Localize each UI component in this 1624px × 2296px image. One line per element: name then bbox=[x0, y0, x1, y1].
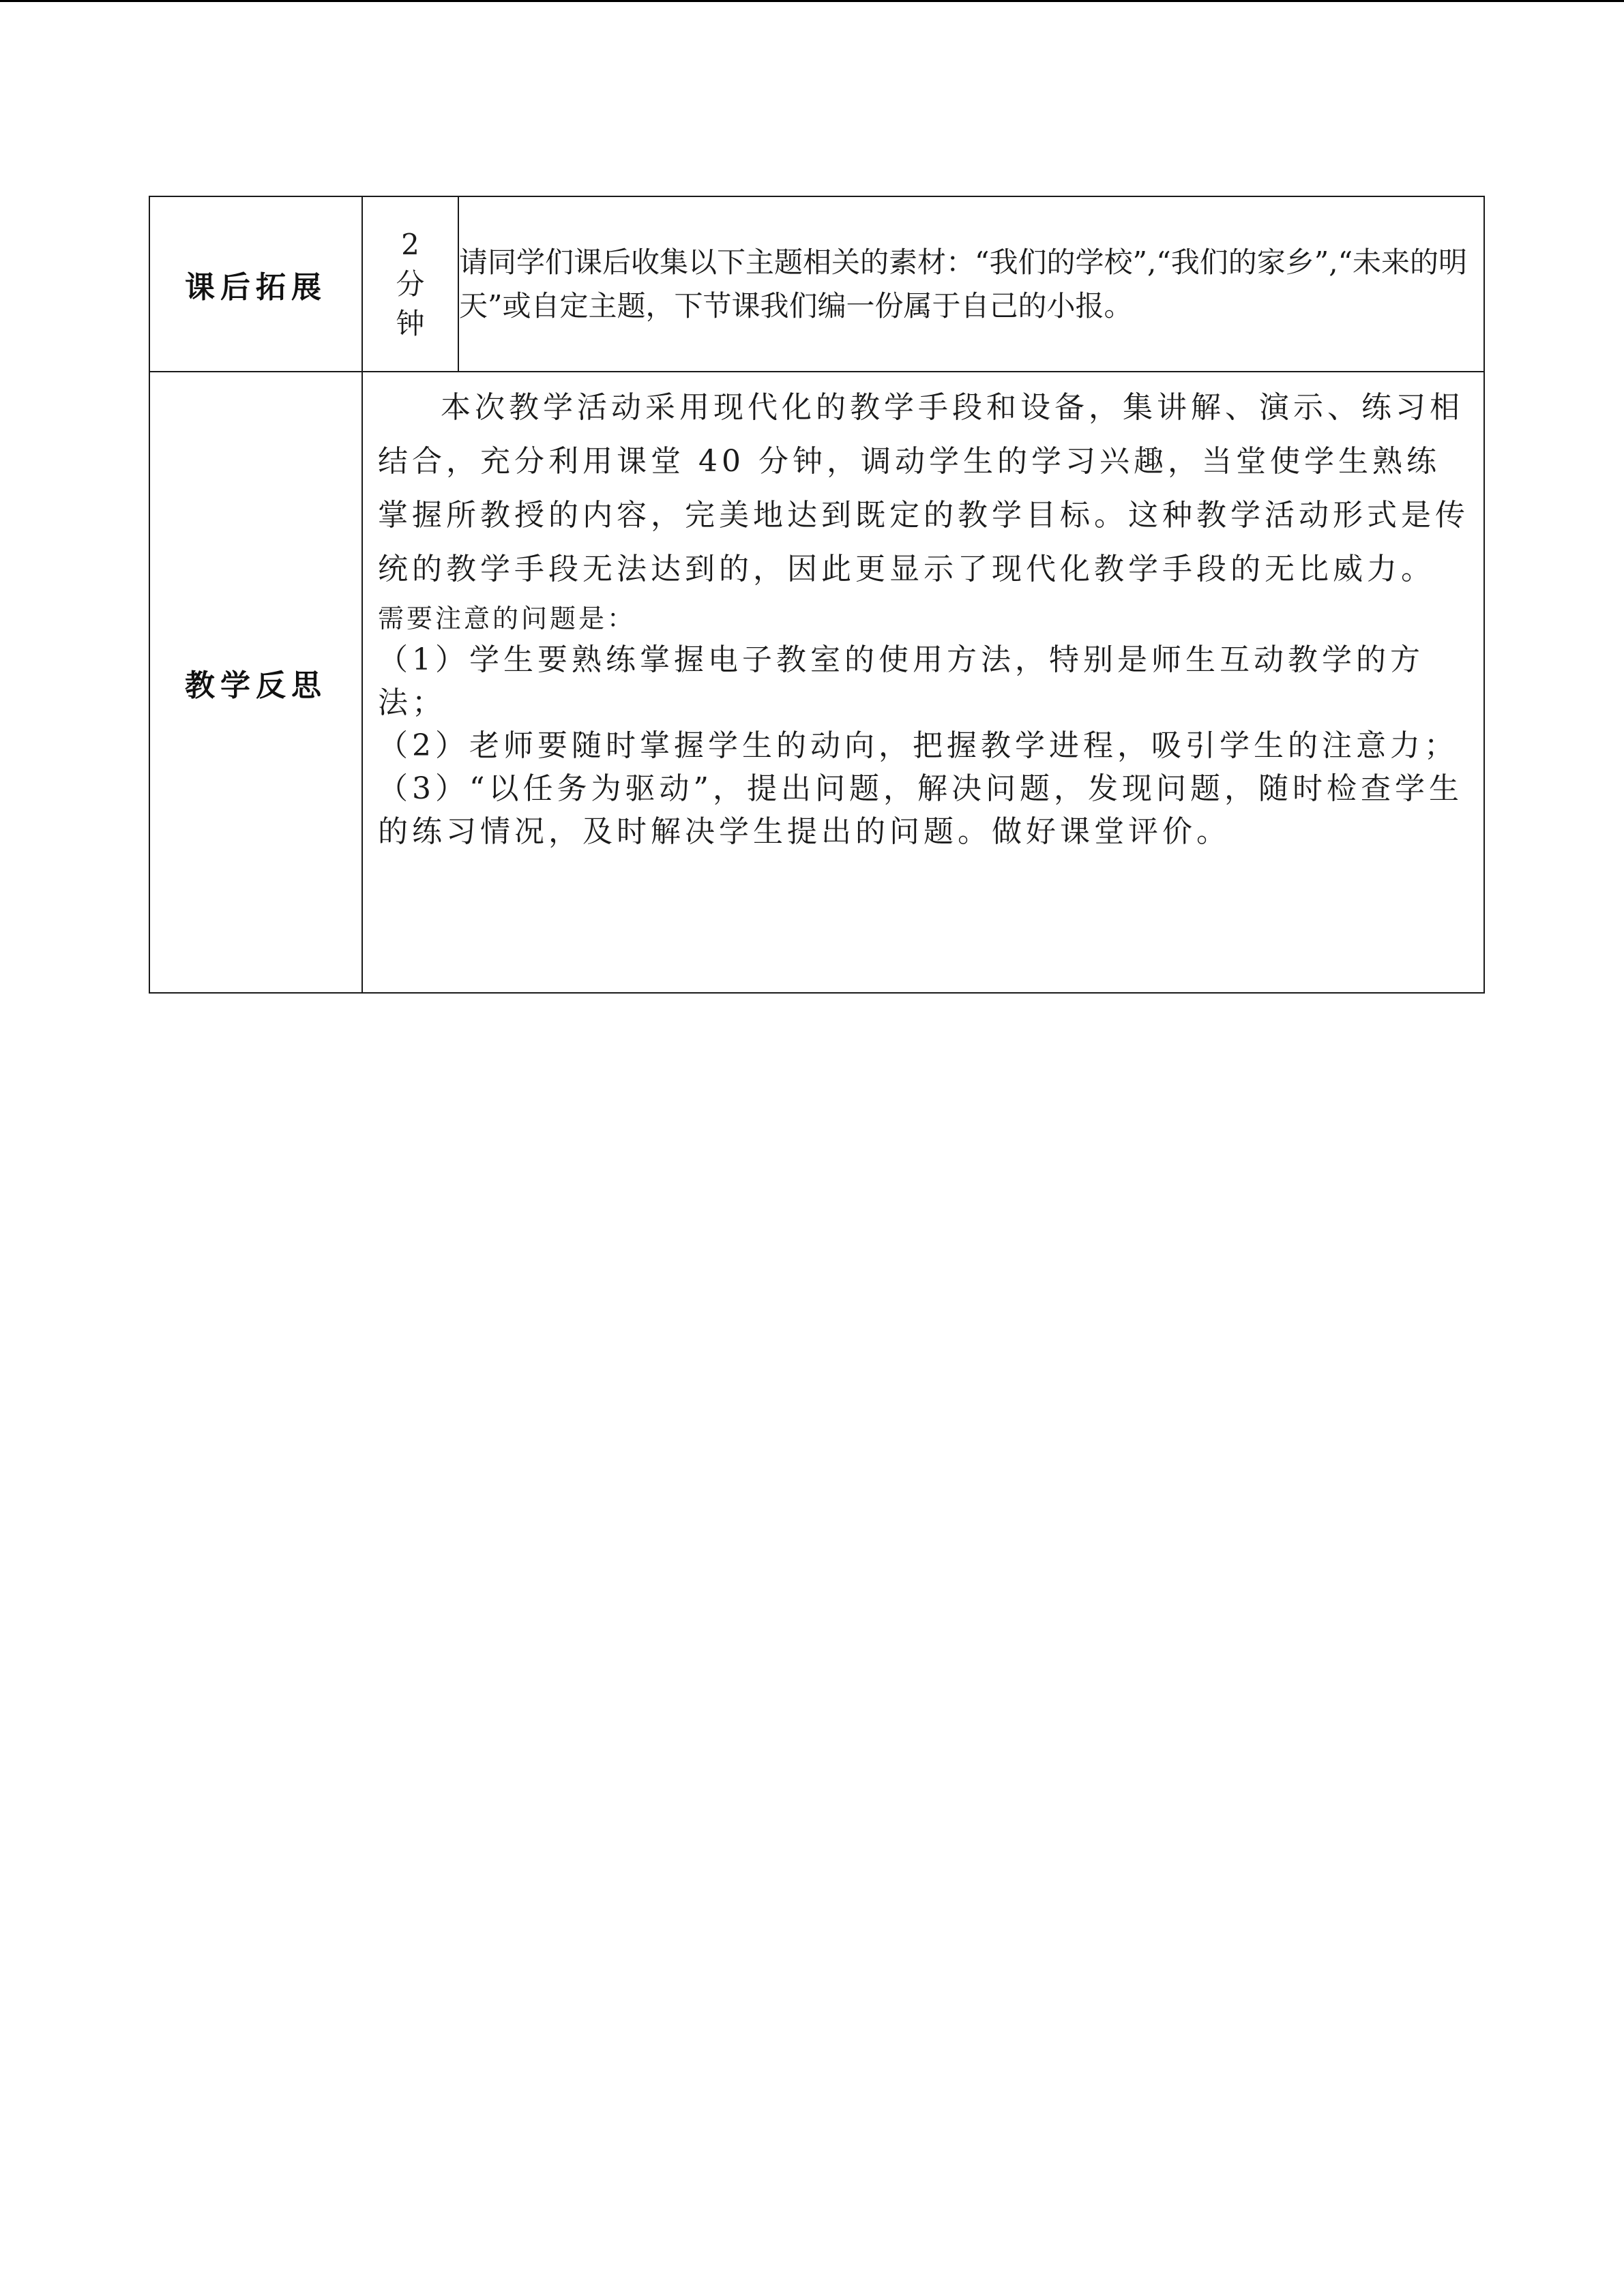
notes-title: 需要注意的问题是： bbox=[378, 603, 636, 633]
time-cell bbox=[362, 196, 458, 372]
page-top-border bbox=[0, 0, 1624, 2]
note-item-1: （1）学生要熟练掌握电子教室的使用方法，特别是师生互动教学的方法； bbox=[378, 642, 1424, 720]
extension-content: 请同学们课后收集以下主题相关的素材：“我们的学校”,“我们的家乡”,“未来的明天”或自定主题，下节课我们编一份属于自己的小报。 bbox=[458, 196, 1484, 372]
table-row-extension bbox=[149, 196, 1484, 372]
reflection-paragraph: 本次教学活动采用现代化的教学手段和设备，集讲解、演示、练习相结合，充分利用课堂 40 分钟，调动学生的学习兴趣，当堂使学生熟练掌握所教授的内容，完美地达到既定的教学目标。这种教学活动形式是传统的教学手段无法达到的，因此更显示了现代化教学手段的无比威力。 bbox=[378, 390, 1469, 586]
reflection-content bbox=[362, 372, 1484, 993]
row-heading-extension: 课后拓展 bbox=[149, 196, 362, 372]
lesson-plan-table bbox=[149, 196, 1485, 994]
time-unit-1: 分 bbox=[396, 267, 425, 301]
table-row-reflection bbox=[149, 372, 1484, 993]
time-unit-2: 钟 bbox=[396, 306, 425, 340]
note-item-2: （2）老师要随时掌握学生的动向，把握教学进程，吸引学生的注意力； bbox=[378, 728, 1458, 763]
time-value: 2 bbox=[401, 227, 419, 261]
note-item-3: （3）“以任务为驱动”，提出问题，解决问题，发现问题，随时检查学生的练习情况，及时解决学生提出的问题。做好课堂评价。 bbox=[378, 771, 1463, 849]
row-heading-reflection: 教学反思 bbox=[149, 372, 362, 993]
